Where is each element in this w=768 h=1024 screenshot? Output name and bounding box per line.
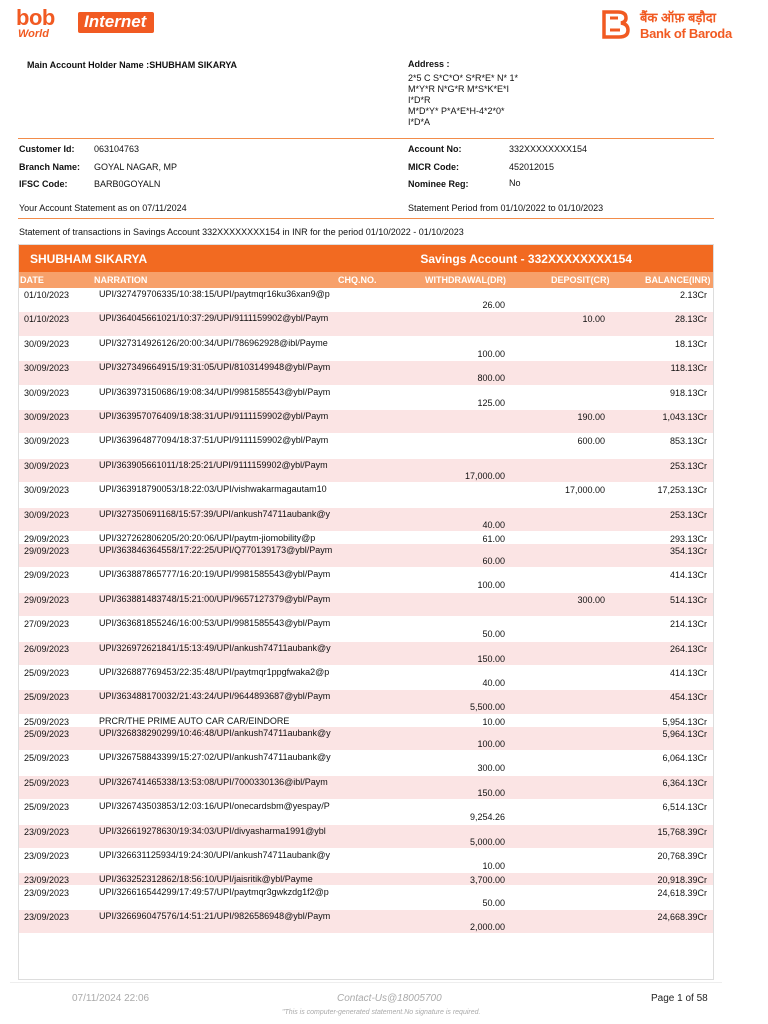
banner-holder-name: SHUBHAM SIKARYA <box>30 252 148 266</box>
cell-balance: 853.13Cr <box>669 436 707 447</box>
cell-narration: UPI/326838290299/10:46:48/UPI/ankush74711aubank@y <box>99 728 331 739</box>
ifsc-label: IFSC Code: <box>19 179 68 189</box>
cell-deposit: 300.00 <box>577 594 605 605</box>
table-row <box>19 288 713 312</box>
table-row <box>19 776 713 800</box>
baroda-sun-icon <box>600 8 636 40</box>
cell-balance: 6,364.13Cr <box>662 777 707 788</box>
nominee-label: Nominee Reg: <box>408 179 469 189</box>
cell-narration: UPI/326741465338/13:53:08/UPI/7000330136@ibl/Paym <box>99 776 328 787</box>
cell-withdrawal: 125.00 <box>477 397 505 408</box>
cell-narration: UPI/363252312862/18:56:10/UPI/jaisritik@ybl/Payme <box>99 874 313 885</box>
table-header <box>19 272 713 288</box>
address-block <box>408 73 518 128</box>
cell-narration: UPI/363973150686/19:08:34/UPI/9981585543@ybl/Paym <box>99 386 331 397</box>
table-row <box>19 666 713 690</box>
table-row <box>19 727 713 751</box>
cell-date: 01/10/2023 <box>24 290 70 300</box>
table-row <box>19 508 713 532</box>
cell-narration: UPI/326631125934/19:24:30/UPI/ankush74711aubank@y <box>99 849 330 860</box>
bank-of-baroda-logo <box>600 8 732 42</box>
account-no-label: Account No: <box>408 144 462 154</box>
cell-deposit: 17,000.00 <box>564 485 605 496</box>
cell-balance: 24,618.39Cr <box>657 887 707 898</box>
table-row <box>19 459 713 483</box>
cell-withdrawal: 10.00 <box>482 716 505 727</box>
cell-balance: 24,668.39Cr <box>657 911 707 922</box>
cell-withdrawal: 100.00 <box>477 580 505 591</box>
logo-bob-text: bob <box>16 5 55 30</box>
table-row <box>19 312 713 336</box>
cell-withdrawal: 5,500.00 <box>469 702 505 713</box>
cell-balance: 264.13Cr <box>669 643 707 654</box>
bank-name-hindi: बैंक ऑफ़ बड़ौदा <box>640 10 716 25</box>
table-body <box>19 288 713 934</box>
cell-narration: UPI/326972621841/15:13:49/UPI/ankush74711aubank@y <box>99 642 331 653</box>
cell-balance: 6,064.13Cr <box>662 753 707 764</box>
cell-date: 30/09/2023 <box>24 460 70 471</box>
footer-page-number: Page 1 of 58 <box>651 993 708 1004</box>
cell-balance: 918.13Cr <box>669 387 707 398</box>
cell-narration: UPI/363964877094/18:37:51/UPI/9111159902@ybl/Paym <box>99 435 329 446</box>
cell-balance: 214.13Cr <box>669 619 707 630</box>
address-label: Address : <box>408 59 450 69</box>
cell-date: 29/09/2023 <box>24 594 70 605</box>
cell-balance: 28.13Cr <box>674 314 707 325</box>
table-banner <box>19 245 713 272</box>
cell-withdrawal: 26.00 <box>482 300 505 310</box>
cell-date: 25/09/2023 <box>24 692 70 703</box>
col-date: DATE <box>20 275 44 285</box>
cell-balance: 253.13Cr <box>669 509 707 520</box>
cell-date: 29/09/2023 <box>24 546 70 557</box>
col-narration: NARRATION <box>94 275 148 285</box>
table-row <box>19 715 713 727</box>
customer-id-label: Customer Id: <box>19 144 75 154</box>
cell-date: 01/10/2023 <box>24 314 70 325</box>
cell-narration: UPI/326616544299/17:49:57/UPI/paytmqr3gwkzdg1f2@p <box>99 886 329 897</box>
cell-balance: 1,043.13Cr <box>662 411 707 422</box>
cell-withdrawal: 10.00 <box>482 860 505 871</box>
account-no-value: 332XXXXXXXX154 <box>509 144 588 154</box>
cell-narration: UPI/363846364558/17:22:25/UPI/Q770139173@ybl/Paym <box>99 545 333 556</box>
footer-divider <box>10 982 722 983</box>
cell-balance: 6,514.13Cr <box>662 802 707 813</box>
cell-deposit: 10.00 <box>582 314 605 325</box>
cell-narration: UPI/363488170032/21:43:24/UPI/9644893687@ybl/Paym <box>99 691 331 702</box>
branch-value: GOYAL NAGAR, MP <box>94 162 178 172</box>
cell-date: 30/09/2023 <box>24 387 70 398</box>
table-row <box>19 532 713 544</box>
nominee-value: No <box>509 178 521 188</box>
micr-label: MICR Code: <box>408 162 459 172</box>
cell-withdrawal: 2,000.00 <box>469 921 505 932</box>
cell-deposit: 190.00 <box>577 411 605 422</box>
col-deposit: DEPOSIT(CR) <box>551 275 610 285</box>
table-row <box>19 800 713 824</box>
cell-withdrawal: 100.00 <box>477 348 505 359</box>
cell-balance: 18.13Cr <box>674 338 707 349</box>
banner-account: Savings Account - 332XXXXXXXX154 <box>420 252 632 266</box>
cell-narration: UPI/327262806205/20:20:06/UPI/paytm-jiomobility@p <box>99 532 316 543</box>
statement-description: Statement of transactions in Savings Account 332XXXXXXXX154 in INR for the period 01/10/2022 - 01/10/2023 <box>19 227 464 237</box>
table-row <box>19 361 713 385</box>
cell-date: 29/09/2023 <box>24 570 70 581</box>
cell-date: 23/09/2023 <box>24 911 70 922</box>
table-row <box>19 910 713 934</box>
logo-world-text: World <box>18 28 49 40</box>
cell-balance: 253.13Cr <box>669 460 707 471</box>
table-row <box>19 751 713 775</box>
cell-narration: UPI/363881483748/15:21:00/UPI/9657127379@ybl/Paym <box>99 593 331 604</box>
cell-balance: 354.13Cr <box>669 546 707 557</box>
cell-narration: UPI/327314926126/20:00:34/UPI/786962928@ibl/Payme <box>99 337 328 348</box>
cell-narration: UPI/326758843399/15:27:02/UPI/ankush74711aubank@y <box>99 752 331 763</box>
ifsc-value: BARB0GOYALN <box>94 179 161 189</box>
cell-withdrawal: 300.00 <box>477 763 505 774</box>
cell-withdrawal: 61.00 <box>482 533 505 544</box>
cell-balance: 20,918.39Cr <box>657 875 707 886</box>
cell-narration: UPI/364045661021/10:37:29/UPI/9111159902@ybl/Paym <box>99 313 329 324</box>
cell-date: 30/09/2023 <box>24 338 70 349</box>
cell-date: 25/09/2023 <box>24 802 70 813</box>
cell-date: 25/09/2023 <box>24 729 70 740</box>
footer-timestamp: 07/11/2024 22:06 <box>72 993 150 1004</box>
bank-name-english: Bank of Baroda <box>640 26 732 41</box>
cell-date: 23/09/2023 <box>24 850 70 861</box>
cell-balance: 5,954.13Cr <box>662 716 707 727</box>
cell-date: 30/09/2023 <box>24 411 70 422</box>
cell-date: 30/09/2023 <box>24 485 70 496</box>
cell-balance: 5,964.13Cr <box>662 729 707 740</box>
cell-date: 25/09/2023 <box>24 753 70 764</box>
col-chq: CHQ.NO. <box>338 275 377 285</box>
main-holder-name: SHUBHAM SIKARYA <box>149 60 238 70</box>
cell-balance: 15,768.39Cr <box>657 826 707 837</box>
cell-narration: UPI/363905661011/18:25:21/UPI/9111159902@ybl/Paym <box>99 459 328 470</box>
table-row <box>19 886 713 910</box>
address-line: 2*5 C S*C*O* S*R*E* N* 1* <box>408 73 519 83</box>
cell-narration: UPI/363957076409/18:38:31/UPI/9111159902@ybl/Paym <box>99 410 329 421</box>
cell-balance: 414.13Cr <box>669 570 707 581</box>
cell-narration: UPI/363887865777/16:20:19/UPI/9981585543@ybl/Paym <box>99 569 331 580</box>
table-row <box>19 568 713 592</box>
cell-withdrawal: 100.00 <box>477 739 505 750</box>
footer-note: "This is computer-generated statement.No signature is required. <box>282 1009 481 1016</box>
cell-withdrawal: 150.00 <box>477 787 505 798</box>
cell-narration: UPI/363918790053/18:22:03/UPI/vishwakarmagautam10 <box>99 484 327 495</box>
cell-narration: UPI/327349664915/19:31:05/UPI/8103149948@ybl/Paym <box>99 362 331 373</box>
cell-withdrawal: 40.00 <box>482 678 505 689</box>
cell-date: 23/09/2023 <box>24 875 70 886</box>
micr-value: 452012015 <box>509 162 555 172</box>
table-row <box>19 873 713 885</box>
cell-withdrawal: 5,000.00 <box>469 836 505 847</box>
cell-date: 25/09/2023 <box>24 716 70 727</box>
main-holder-label: Main Account Holder Name : <box>27 60 150 70</box>
col-balance: BALANCE(INR) <box>645 275 711 285</box>
table-row <box>19 690 713 714</box>
customer-id-value: 063104763 <box>94 144 140 154</box>
table-row <box>19 849 713 873</box>
address-line: I*D*R <box>408 95 431 105</box>
table-row <box>19 642 713 666</box>
address-line: I*D*A <box>408 117 431 127</box>
table-row <box>19 337 713 361</box>
table-row <box>19 544 713 568</box>
bob-world-internet-logo <box>16 5 147 40</box>
cell-narration: UPI/326743503853/12:03:16/UPI/onecardsbm@yespay/P <box>99 801 330 812</box>
cell-balance: 17,253.13Cr <box>657 485 707 496</box>
col-withdrawal: WITHDRAWAL(DR) <box>425 275 506 285</box>
cell-withdrawal: 150.00 <box>477 653 505 664</box>
statement-period: Statement Period from 01/10/2022 to 01/10/2023 <box>408 203 604 213</box>
cell-withdrawal: 17,000.00 <box>464 470 505 481</box>
cell-date: 29/09/2023 <box>24 533 70 544</box>
cell-date: 23/09/2023 <box>24 826 70 837</box>
cell-withdrawal: 3,700.00 <box>469 875 505 886</box>
cell-balance: 454.13Cr <box>669 692 707 703</box>
cell-deposit: 600.00 <box>577 436 605 447</box>
cell-date: 30/09/2023 <box>24 436 70 447</box>
cell-date: 27/09/2023 <box>24 619 70 630</box>
cell-narration: UPI/327479706335/10:38:15/UPI/paytmqr16ku36xan9@p <box>99 289 330 299</box>
table-row <box>19 386 713 410</box>
table-row <box>19 483 713 507</box>
table-row <box>19 617 713 641</box>
cell-date: 30/09/2023 <box>24 363 70 374</box>
logo-internet-text: Internet <box>78 12 154 33</box>
cell-withdrawal: 60.00 <box>482 556 505 567</box>
cell-withdrawal: 40.00 <box>482 519 505 530</box>
cell-narration: UPI/327350691168/15:57:39/UPI/ankush74711aubank@y <box>99 508 330 519</box>
cell-balance: 2.13Cr <box>679 290 707 300</box>
cell-withdrawal: 50.00 <box>482 629 505 640</box>
footer-contact: Contact-Us@18005700 <box>337 993 442 1004</box>
table-row <box>19 825 713 849</box>
statement-as-on: Your Account Statement as on 07/11/2024 <box>19 203 187 213</box>
cell-date: 30/09/2023 <box>24 509 70 520</box>
main-holder <box>27 60 237 71</box>
cell-narration: UPI/326696047576/14:51:21/UPI/9826586948@ybl/Paym <box>99 910 331 921</box>
cell-balance: 514.13Cr <box>669 594 707 605</box>
cell-date: 26/09/2023 <box>24 643 70 654</box>
cell-date: 23/09/2023 <box>24 887 70 898</box>
cell-balance: 118.13Cr <box>670 363 707 374</box>
branch-label: Branch Name: <box>19 162 81 172</box>
cell-withdrawal: 9,254.26 <box>469 812 505 823</box>
cell-narration: UPI/326887769453/22:35:48/UPI/paytmqr1ppgfwaka2@p <box>99 667 330 678</box>
divider <box>18 218 714 219</box>
table-row <box>19 410 713 434</box>
transactions-table <box>18 244 714 980</box>
cell-balance: 293.13Cr <box>669 533 707 544</box>
table-row <box>19 434 713 458</box>
cell-withdrawal: 50.00 <box>482 897 505 908</box>
cell-date: 25/09/2023 <box>24 668 70 679</box>
address-line: M*Y*R N*G*R M*S*K*E*I <box>408 84 510 94</box>
cell-withdrawal: 800.00 <box>477 373 505 384</box>
divider <box>18 138 714 139</box>
cell-narration: PRCR/THE PRIME AUTO CAR CAR/EINDORE <box>99 715 290 726</box>
cell-narration: UPI/326619278630/19:34:03/UPI/divyasharma1991@ybl <box>99 825 326 836</box>
cell-date: 25/09/2023 <box>24 777 70 788</box>
table-row <box>19 593 713 617</box>
address-line: M*D*Y* P*A*E*H-4*2*0* <box>408 106 505 116</box>
cell-balance: 20,768.39Cr <box>657 850 707 861</box>
cell-balance: 414.13Cr <box>669 668 707 679</box>
cell-narration: UPI/363681855246/16:00:53/UPI/9981585543@ybl/Paym <box>99 618 331 629</box>
